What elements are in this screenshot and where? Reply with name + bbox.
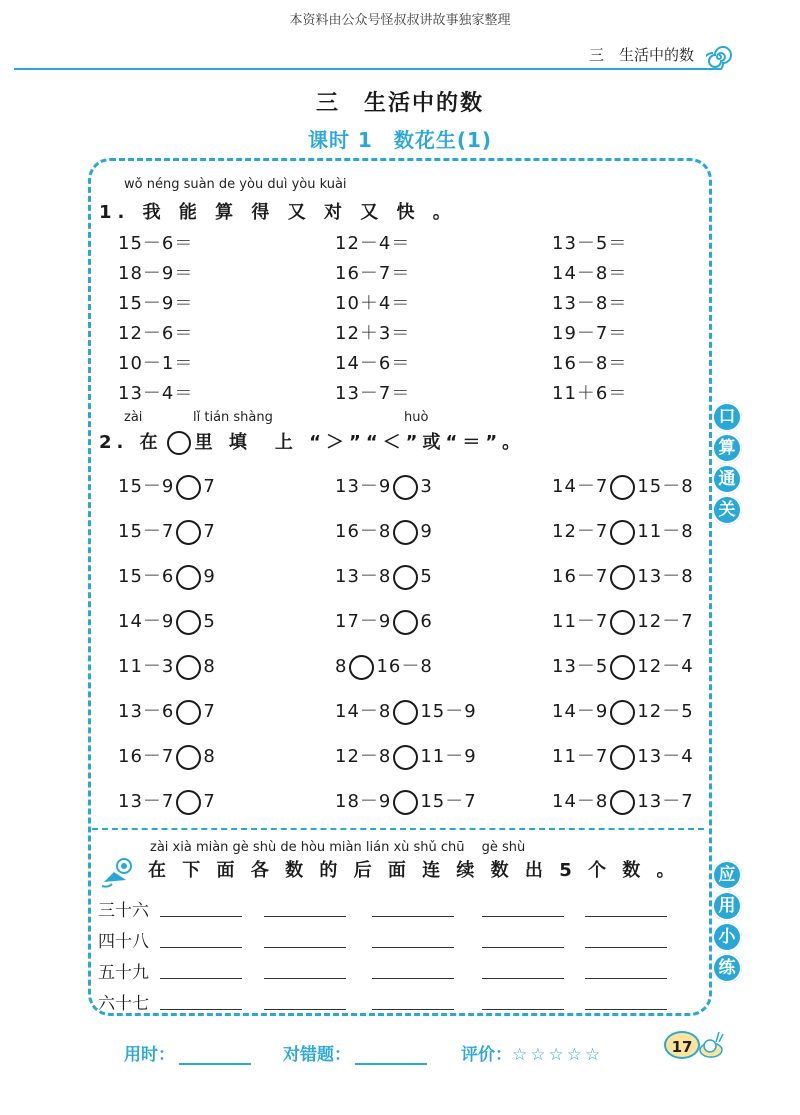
q2-right-expr: 7 xyxy=(203,791,216,812)
answer-circle[interactable] xyxy=(176,520,201,545)
q2-comparison xyxy=(552,517,694,545)
spiral-icon xyxy=(706,44,732,70)
answer-circle[interactable] xyxy=(176,790,201,815)
q2-right-expr: 6 xyxy=(420,611,433,632)
answer-circle[interactable] xyxy=(393,520,418,545)
answer-circle[interactable] xyxy=(610,700,635,725)
q2-left-expr: 17－9 xyxy=(335,611,392,632)
answer-circle[interactable] xyxy=(610,610,635,635)
answer-circle[interactable] xyxy=(393,700,418,725)
q2-comparison xyxy=(552,472,694,500)
q2-left-expr: 8 xyxy=(335,656,348,677)
q2-comparison xyxy=(118,787,216,815)
q1-problem: 11＋6＝ xyxy=(552,383,628,404)
answer-circle[interactable] xyxy=(610,475,635,500)
q2-right-expr: 13－4 xyxy=(637,746,694,767)
answer-blank[interactable] xyxy=(264,916,346,917)
q1-problem: 15－6＝ xyxy=(118,233,194,254)
q2-right-expr: 15－8 xyxy=(637,476,694,497)
section-divider xyxy=(92,828,704,830)
q2-comparison xyxy=(118,562,216,590)
answer-blank[interactable] xyxy=(585,916,667,917)
answer-circle[interactable] xyxy=(176,475,201,500)
q2-left-expr: 13－6 xyxy=(118,701,175,722)
q2-right-expr: 16－8 xyxy=(376,656,433,677)
answer-blank[interactable] xyxy=(482,978,564,979)
q1-problem: 10＋4＝ xyxy=(335,293,411,314)
q2-right-expr: 7 xyxy=(203,701,216,722)
answer-blank[interactable] xyxy=(585,978,667,979)
side-tag: 小 xyxy=(712,922,742,952)
q3-start-number: 四十八 xyxy=(98,932,149,952)
rating-stars[interactable]: ☆☆☆☆☆ xyxy=(512,1045,604,1065)
q3-start-number: 六十七 xyxy=(98,994,149,1014)
answer-blank[interactable] xyxy=(372,978,454,979)
q2-comparison xyxy=(335,742,477,770)
q2-comparison xyxy=(552,697,694,725)
answer-blank[interactable] xyxy=(372,1009,454,1010)
q1-title: 1. 我 能 算 得 又 对 又 快 。 xyxy=(99,202,457,223)
time-blank[interactable] xyxy=(179,1047,251,1065)
q1-problem: 12＋3＝ xyxy=(335,323,411,344)
q2-left-expr: 13－7 xyxy=(118,791,175,812)
lesson-subtitle: 课时 1 数花生(1) xyxy=(307,128,493,152)
q2-left-expr: 14－7 xyxy=(552,476,609,497)
q2-left-expr: 14－9 xyxy=(552,701,609,722)
q3-start-number: 三十六 xyxy=(98,901,149,921)
errors-label: 对错题： xyxy=(283,1045,351,1065)
answer-circle[interactable] xyxy=(176,565,201,590)
q1-problem: 13－7＝ xyxy=(335,383,411,404)
q2-comparison xyxy=(335,517,433,545)
time-field xyxy=(124,1040,251,1065)
q2-right-expr: 13－7 xyxy=(637,791,694,812)
q2-left-expr: 14－8 xyxy=(335,701,392,722)
q2-right-expr: 8 xyxy=(203,746,216,767)
q2-comparison xyxy=(118,697,216,725)
q2-left-expr: 13－5 xyxy=(552,656,609,677)
q2-left-expr: 15－9 xyxy=(118,476,175,497)
answer-circle[interactable] xyxy=(349,655,374,680)
answer-blank[interactable] xyxy=(160,916,242,917)
answer-circle[interactable] xyxy=(393,565,418,590)
q1-problem: 16－8＝ xyxy=(552,353,628,374)
q2-right-expr: 7 xyxy=(203,521,216,542)
answer-circle[interactable] xyxy=(176,655,201,680)
q1-pinyin: wǒ néng suàn de yòu duì yòu kuài xyxy=(124,177,347,192)
q2-left-expr: 15－7 xyxy=(118,521,175,542)
page-title: 三 生活中的数 xyxy=(315,91,484,116)
side-tag: 算 xyxy=(712,433,742,463)
q2-left-expr: 16－7 xyxy=(118,746,175,767)
q3-start-number: 五十九 xyxy=(98,963,149,983)
side-tag: 关 xyxy=(712,495,742,525)
q2-comparison xyxy=(335,652,433,680)
answer-blank[interactable] xyxy=(585,947,667,948)
answer-circle[interactable] xyxy=(393,790,418,815)
answer-blank[interactable] xyxy=(482,916,564,917)
q1-problem: 16－7＝ xyxy=(335,263,411,284)
q2-title-a: 2. 在 xyxy=(99,432,163,453)
q2-left-expr: 13－9 xyxy=(335,476,392,497)
q2-left-expr: 15－6 xyxy=(118,566,175,587)
q1-problem: 18－9＝ xyxy=(118,263,194,284)
q2-comparison xyxy=(335,697,477,725)
q1-problem: 14－8＝ xyxy=(552,263,628,284)
q2-left-expr: 12－8 xyxy=(335,746,392,767)
answer-blank[interactable] xyxy=(160,1009,242,1010)
q2-left-expr: 11－3 xyxy=(118,656,175,677)
q2-left-expr: 16－8 xyxy=(335,521,392,542)
q2-right-expr: 7 xyxy=(203,476,216,497)
side-tag: 练 xyxy=(712,953,742,983)
q2-right-expr: 13－8 xyxy=(637,566,694,587)
q2-comparison xyxy=(335,562,433,590)
rating-field xyxy=(461,1040,603,1065)
q2-left-expr: 14－8 xyxy=(552,791,609,812)
q2-right-expr: 3 xyxy=(420,476,433,497)
example-circle xyxy=(167,431,191,455)
page-number: 17 xyxy=(664,1031,700,1059)
q2-comparison xyxy=(552,742,694,770)
q1-problem: 12－6＝ xyxy=(118,323,194,344)
q2-pinyin-litianshang: lǐ tián shàng xyxy=(193,410,273,425)
answer-blank[interactable] xyxy=(482,1009,564,1010)
side-tag: 用 xyxy=(712,891,742,921)
q1-problem: 10－1＝ xyxy=(118,353,194,374)
q2-title-b: 里 填 上 “＞”“＜”或“＝”。 xyxy=(194,432,526,453)
answer-circle[interactable] xyxy=(610,520,635,545)
q2-right-expr: 8 xyxy=(203,656,216,677)
q2-comparison xyxy=(335,787,477,815)
q1-problem: 13－4＝ xyxy=(118,383,194,404)
q2-comparison xyxy=(552,607,694,635)
q2-right-expr: 11－8 xyxy=(637,521,694,542)
answer-blank[interactable] xyxy=(372,947,454,948)
q2-left-expr: 11－7 xyxy=(552,611,609,632)
q2-right-expr: 11－9 xyxy=(420,746,477,767)
errors-blank[interactable] xyxy=(355,1047,427,1065)
q2-comparison xyxy=(552,787,694,815)
q1-problem: 14－6＝ xyxy=(335,353,411,374)
q2-right-expr: 15－7 xyxy=(420,791,477,812)
side-tag: 应 xyxy=(712,860,742,890)
errors-field xyxy=(283,1040,427,1065)
q2-right-expr: 12－7 xyxy=(637,611,694,632)
answer-circle[interactable] xyxy=(176,700,201,725)
answer-circle[interactable] xyxy=(610,655,635,680)
snail-icon xyxy=(698,1028,724,1058)
q2-right-expr: 5 xyxy=(203,611,216,632)
q2-pinyin-huo: huò xyxy=(404,410,429,425)
q2-comparison xyxy=(118,517,216,545)
q3-pinyin: zài xià miàn gè shù de hòu miàn lián xù shǔ chū gè shù xyxy=(150,840,526,855)
answer-blank[interactable] xyxy=(372,916,454,917)
q2-left-expr: 16－7 xyxy=(552,566,609,587)
answer-circle[interactable] xyxy=(610,790,635,815)
time-label: 用时： xyxy=(124,1045,175,1065)
q2-comparison xyxy=(118,607,216,635)
q3-title: 在 下 面 各 数 的 后 面 连 续 数 出 5 个 数 。 xyxy=(148,860,680,881)
answer-circle[interactable] xyxy=(393,610,418,635)
q2-title xyxy=(99,428,525,455)
q2-right-expr: 12－5 xyxy=(637,701,694,722)
answer-blank[interactable] xyxy=(585,1009,667,1010)
q2-left-expr: 14－9 xyxy=(118,611,175,632)
q2-comparison xyxy=(335,607,433,635)
q2-right-expr: 9 xyxy=(420,521,433,542)
q1-problem: 13－5＝ xyxy=(552,233,628,254)
answer-blank[interactable] xyxy=(264,947,346,948)
side-tag: 通 xyxy=(712,464,742,494)
answer-circle[interactable] xyxy=(610,565,635,590)
q2-left-expr: 13－8 xyxy=(335,566,392,587)
answer-blank[interactable] xyxy=(264,978,346,979)
answer-blank[interactable] xyxy=(160,978,242,979)
q2-pinyin-zai: zài xyxy=(124,410,143,425)
answer-circle[interactable] xyxy=(176,745,201,770)
answer-blank[interactable] xyxy=(482,947,564,948)
q2-left-expr: 18－9 xyxy=(335,791,392,812)
answer-circle[interactable] xyxy=(393,745,418,770)
q2-left-expr: 12－7 xyxy=(552,521,609,542)
answer-circle[interactable] xyxy=(393,475,418,500)
q1-problem: 13－8＝ xyxy=(552,293,628,314)
q2-comparison xyxy=(118,742,216,770)
q1-problem: 19－7＝ xyxy=(552,323,628,344)
header-rule xyxy=(14,68,720,70)
q2-right-expr: 12－4 xyxy=(637,656,694,677)
header-section-label: 三 生活中的数 xyxy=(588,46,694,64)
q2-comparison xyxy=(335,472,433,500)
q1-problem: 12－4＝ xyxy=(335,233,411,254)
answer-blank[interactable] xyxy=(160,947,242,948)
q2-comparison xyxy=(118,652,216,680)
q2-right-expr: 15－9 xyxy=(420,701,477,722)
answer-circle[interactable] xyxy=(176,610,201,635)
q2-comparison xyxy=(552,562,694,590)
q2-comparison xyxy=(552,652,694,680)
rating-label: 评价： xyxy=(461,1045,512,1065)
q2-left-expr: 11－7 xyxy=(552,746,609,767)
answer-circle[interactable] xyxy=(610,745,635,770)
q2-right-expr: 9 xyxy=(203,566,216,587)
answer-blank[interactable] xyxy=(264,1009,346,1010)
top-note: 本资料由公众号怪叔叔讲故事独家整理 xyxy=(289,13,511,28)
q2-right-expr: 5 xyxy=(420,566,433,587)
side-tag: 口 xyxy=(712,402,742,432)
horn-icon xyxy=(98,852,138,892)
q2-comparison xyxy=(118,472,216,500)
q1-problem: 15－9＝ xyxy=(118,293,194,314)
